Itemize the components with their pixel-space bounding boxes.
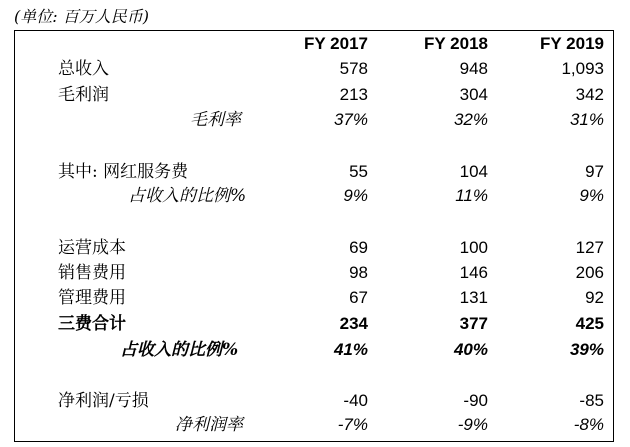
row-value: -85 xyxy=(579,391,604,410)
table-row-admin-expense xyxy=(0,287,630,309)
row-value: 39% xyxy=(569,340,604,359)
row-value: 31% xyxy=(569,110,604,129)
table-row-gross-margin xyxy=(0,109,630,131)
row-value: 11% xyxy=(455,186,488,205)
row-value: 948 xyxy=(459,59,488,78)
unit-note: (单位: 百万人民币) xyxy=(14,7,149,26)
row-value: 69 xyxy=(349,238,368,257)
row-value: 578 xyxy=(339,59,368,78)
row-value: -40 xyxy=(343,391,368,410)
table-row-selling-expense xyxy=(0,262,630,284)
row-value: 234 xyxy=(339,314,368,333)
row-value: -9% xyxy=(457,415,488,434)
row-value: 9% xyxy=(579,186,604,205)
row-label: 管理费用 xyxy=(58,288,126,308)
row-label: 其中: 网红服务费 xyxy=(58,162,189,182)
row-value: 425 xyxy=(575,314,604,333)
row-value: 55 xyxy=(349,162,368,181)
row-value: 98 xyxy=(349,263,368,282)
table-row-operating-cost xyxy=(0,237,630,259)
row-label: 净利润/亏损 xyxy=(58,391,149,411)
row-value: 92 xyxy=(585,288,604,307)
table-row-three-expenses-total xyxy=(0,313,630,335)
row-value: -7% xyxy=(337,415,368,434)
row-value: 9% xyxy=(343,186,368,205)
table-row-expense-ratio xyxy=(0,339,630,361)
table-row-net-margin xyxy=(0,414,630,436)
row-label: 毛利润 xyxy=(58,85,109,105)
row-value: 304 xyxy=(459,85,488,104)
row-value: -8% xyxy=(573,415,604,434)
row-label: 运营成本 xyxy=(58,238,126,258)
column-header-fy2017: FY 2017 xyxy=(304,34,368,53)
row-label: 净利润率 xyxy=(175,415,243,435)
row-label: 销售费用 xyxy=(58,263,126,283)
row-value: 67 xyxy=(349,288,368,307)
table-row-fee-ratio xyxy=(0,185,630,207)
row-value: 377 xyxy=(459,314,488,333)
row-value: 97 xyxy=(585,162,604,181)
row-label: 占收入的比例% xyxy=(120,340,239,360)
row-value: 41% xyxy=(333,340,368,359)
row-value: 40% xyxy=(453,340,488,359)
row-value: 131 xyxy=(459,288,488,307)
row-label: 毛利率 xyxy=(190,110,241,130)
row-value: 100 xyxy=(459,238,488,257)
row-label: 占收入的比例% xyxy=(128,186,247,206)
row-value: 37% xyxy=(333,110,368,129)
table-row-total-revenue xyxy=(0,58,630,80)
row-value: -90 xyxy=(463,391,488,410)
row-label: 总收入 xyxy=(58,59,109,79)
column-header-fy2018: FY 2018 xyxy=(424,34,488,53)
row-value: 213 xyxy=(339,85,368,104)
row-value: 32% xyxy=(453,110,488,129)
row-value: 127 xyxy=(575,238,604,257)
row-value: 1,093 xyxy=(561,59,604,78)
row-label: 三费合计 xyxy=(58,314,126,334)
column-header-fy2019: FY 2019 xyxy=(540,34,604,53)
row-value: 342 xyxy=(575,85,604,104)
table-row-influencer-fee xyxy=(0,161,630,183)
table-row-gross-profit xyxy=(0,84,630,106)
row-value: 104 xyxy=(459,162,488,181)
row-value: 146 xyxy=(459,263,488,282)
header-row xyxy=(0,33,630,55)
table-row-net-profit xyxy=(0,390,630,412)
row-value: 206 xyxy=(575,263,604,282)
